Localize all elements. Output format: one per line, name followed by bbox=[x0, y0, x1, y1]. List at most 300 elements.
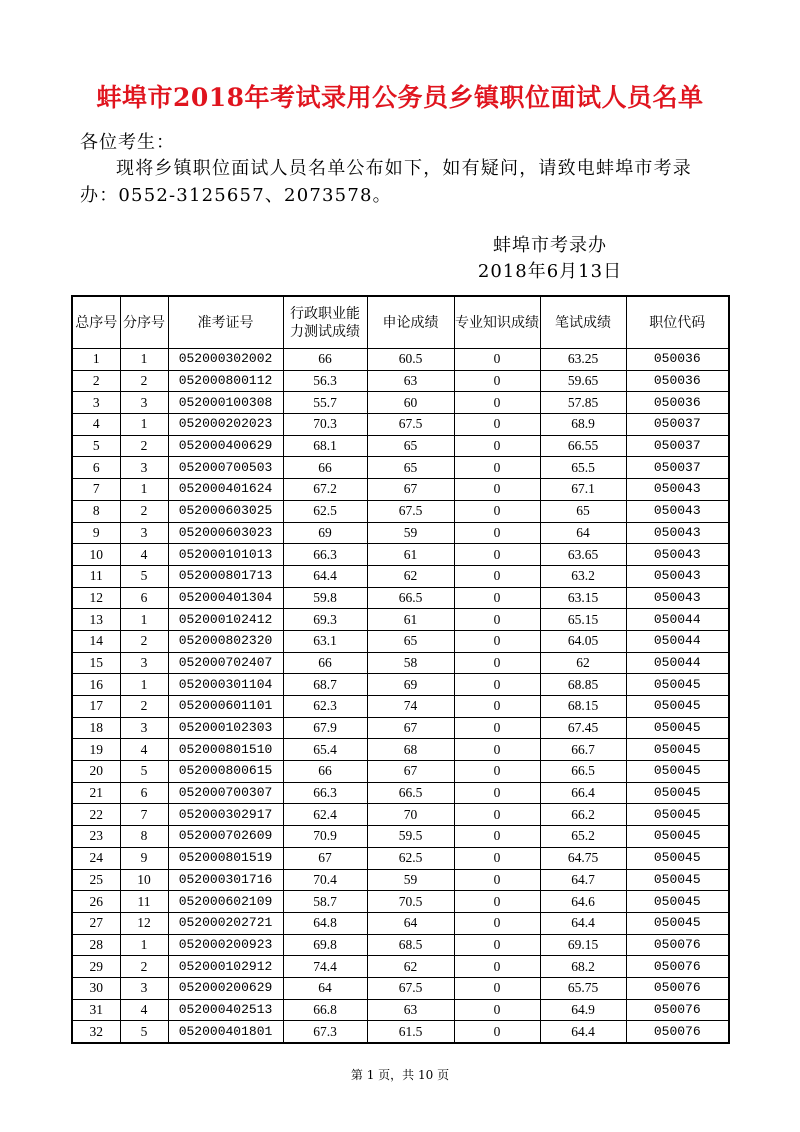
cell-admission-number: 052000200923 bbox=[168, 934, 283, 956]
cell-written-score: 67.45 bbox=[540, 717, 626, 739]
table-row bbox=[72, 869, 729, 891]
signature-date: 2018年6月13日 bbox=[477, 261, 623, 282]
header-written-score: 笔试成绩 bbox=[540, 296, 626, 349]
cell-admission-number: 052000601101 bbox=[168, 696, 283, 718]
cell-position-code: 050076 bbox=[626, 934, 729, 956]
cell-professional-score: 0 bbox=[454, 674, 540, 696]
table-row bbox=[72, 414, 729, 436]
table-row bbox=[72, 696, 729, 718]
cell-aptitude-score: 66.3 bbox=[283, 782, 367, 804]
header-total-index: 总序号 bbox=[72, 296, 120, 349]
cell-essay-score: 65 bbox=[367, 435, 454, 457]
table-row bbox=[72, 630, 729, 652]
cell-essay-score: 63 bbox=[367, 370, 454, 392]
cell-sub-index: 3 bbox=[120, 522, 168, 544]
cell-position-code: 050044 bbox=[626, 652, 729, 674]
cell-total-index: 1 bbox=[72, 349, 120, 371]
cell-sub-index: 6 bbox=[120, 782, 168, 804]
cell-written-score: 64.9 bbox=[540, 999, 626, 1021]
cell-position-code: 050045 bbox=[626, 739, 729, 761]
header-admission-number: 准考证号 bbox=[168, 296, 283, 349]
cell-sub-index: 3 bbox=[120, 717, 168, 739]
table-row bbox=[72, 544, 729, 566]
cell-aptitude-score: 55.7 bbox=[283, 392, 367, 414]
cell-position-code: 050036 bbox=[626, 370, 729, 392]
cell-admission-number: 052000102912 bbox=[168, 956, 283, 978]
table-row bbox=[72, 587, 729, 609]
cell-essay-score: 66.5 bbox=[367, 587, 454, 609]
cell-aptitude-score: 70.4 bbox=[283, 869, 367, 891]
cell-written-score: 66.55 bbox=[540, 435, 626, 457]
cell-total-index: 32 bbox=[72, 1021, 120, 1043]
table-row bbox=[72, 847, 729, 869]
cell-aptitude-score: 70.3 bbox=[283, 414, 367, 436]
cell-essay-score: 60 bbox=[367, 392, 454, 414]
cell-sub-index: 12 bbox=[120, 912, 168, 934]
cell-essay-score: 67.5 bbox=[367, 500, 454, 522]
cell-total-index: 11 bbox=[72, 565, 120, 587]
cell-essay-score: 66.5 bbox=[367, 782, 454, 804]
cell-written-score: 66.7 bbox=[540, 739, 626, 761]
cell-total-index: 30 bbox=[72, 977, 120, 999]
cell-professional-score: 0 bbox=[454, 370, 540, 392]
cell-professional-score: 0 bbox=[454, 739, 540, 761]
cell-sub-index: 8 bbox=[120, 826, 168, 848]
cell-professional-score: 0 bbox=[454, 565, 540, 587]
cell-essay-score: 60.5 bbox=[367, 349, 454, 371]
cell-aptitude-score: 62.3 bbox=[283, 696, 367, 718]
cell-position-code: 050045 bbox=[626, 674, 729, 696]
cell-sub-index: 2 bbox=[120, 696, 168, 718]
cell-aptitude-score: 66.3 bbox=[283, 544, 367, 566]
cell-sub-index: 10 bbox=[120, 869, 168, 891]
cell-sub-index: 1 bbox=[120, 934, 168, 956]
cell-essay-score: 62 bbox=[367, 565, 454, 587]
table-row bbox=[72, 457, 729, 479]
cell-essay-score: 61.5 bbox=[367, 1021, 454, 1043]
cell-total-index: 10 bbox=[72, 544, 120, 566]
cell-admission-number: 052000101013 bbox=[168, 544, 283, 566]
cell-admission-number: 052000602109 bbox=[168, 891, 283, 913]
header-professional-score: 专业知识成绩 bbox=[454, 296, 540, 349]
cell-essay-score: 65 bbox=[367, 630, 454, 652]
cell-total-index: 16 bbox=[72, 674, 120, 696]
cell-written-score: 68.15 bbox=[540, 696, 626, 718]
cell-written-score: 65.15 bbox=[540, 609, 626, 631]
table-row bbox=[72, 956, 729, 978]
cell-total-index: 15 bbox=[72, 652, 120, 674]
cell-essay-score: 70 bbox=[367, 804, 454, 826]
cell-total-index: 22 bbox=[72, 804, 120, 826]
cell-admission-number: 052000702407 bbox=[168, 652, 283, 674]
cell-aptitude-score: 63.1 bbox=[283, 630, 367, 652]
cell-sub-index: 6 bbox=[120, 587, 168, 609]
cell-essay-score: 62 bbox=[367, 956, 454, 978]
cell-written-score: 66.2 bbox=[540, 804, 626, 826]
cell-admission-number: 052000200629 bbox=[168, 977, 283, 999]
cell-aptitude-score: 65.4 bbox=[283, 739, 367, 761]
table-row bbox=[72, 912, 729, 934]
cell-total-index: 4 bbox=[72, 414, 120, 436]
table-header-row bbox=[72, 296, 729, 349]
table-row bbox=[72, 1021, 729, 1043]
cell-position-code: 050045 bbox=[626, 869, 729, 891]
cell-aptitude-score: 66 bbox=[283, 349, 367, 371]
cell-total-index: 31 bbox=[72, 999, 120, 1021]
cell-aptitude-score: 68.1 bbox=[283, 435, 367, 457]
cell-position-code: 050045 bbox=[626, 804, 729, 826]
cell-aptitude-score: 67 bbox=[283, 847, 367, 869]
cell-written-score: 63.15 bbox=[540, 587, 626, 609]
cell-total-index: 23 bbox=[72, 826, 120, 848]
table-row bbox=[72, 565, 729, 587]
cell-essay-score: 67 bbox=[367, 761, 454, 783]
cell-professional-score: 0 bbox=[454, 847, 540, 869]
cell-position-code: 050076 bbox=[626, 977, 729, 999]
cell-admission-number: 052000801713 bbox=[168, 565, 283, 587]
cell-aptitude-score: 67.3 bbox=[283, 1021, 367, 1043]
cell-total-index: 9 bbox=[72, 522, 120, 544]
table-row bbox=[72, 435, 729, 457]
cell-written-score: 69.15 bbox=[540, 934, 626, 956]
cell-professional-score: 0 bbox=[454, 869, 540, 891]
cell-written-score: 57.85 bbox=[540, 392, 626, 414]
cell-professional-score: 0 bbox=[454, 457, 540, 479]
cell-position-code: 050044 bbox=[626, 609, 729, 631]
cell-essay-score: 63 bbox=[367, 999, 454, 1021]
cell-professional-score: 0 bbox=[454, 1021, 540, 1043]
cell-admission-number: 052000800615 bbox=[168, 761, 283, 783]
cell-sub-index: 3 bbox=[120, 457, 168, 479]
cell-essay-score: 67 bbox=[367, 717, 454, 739]
cell-essay-score: 65 bbox=[367, 457, 454, 479]
cell-sub-index: 2 bbox=[120, 435, 168, 457]
cell-sub-index: 5 bbox=[120, 565, 168, 587]
cell-total-index: 24 bbox=[72, 847, 120, 869]
table-row bbox=[72, 739, 729, 761]
table-row bbox=[72, 977, 729, 999]
cell-essay-score: 67.5 bbox=[367, 977, 454, 999]
cell-essay-score: 59.5 bbox=[367, 826, 454, 848]
cell-written-score: 64 bbox=[540, 522, 626, 544]
header-essay-score: 申论成绩 bbox=[367, 296, 454, 349]
cell-professional-score: 0 bbox=[454, 414, 540, 436]
cell-total-index: 21 bbox=[72, 782, 120, 804]
cell-sub-index: 1 bbox=[120, 609, 168, 631]
cell-position-code: 050045 bbox=[626, 782, 729, 804]
cell-total-index: 27 bbox=[72, 912, 120, 934]
cell-total-index: 25 bbox=[72, 869, 120, 891]
cell-professional-score: 0 bbox=[454, 804, 540, 826]
announcement-paragraph: 现将乡镇职位面试人员名单公布如下，如有疑问，请致电蚌埠市考录办：0552-3125657、2073578。 bbox=[80, 158, 692, 206]
cell-admission-number: 052000801510 bbox=[168, 739, 283, 761]
cell-aptitude-score: 66 bbox=[283, 652, 367, 674]
cell-admission-number: 052000800112 bbox=[168, 370, 283, 392]
greeting: 各位考生： bbox=[80, 132, 175, 153]
cell-aptitude-score: 64.8 bbox=[283, 912, 367, 934]
cell-sub-index: 2 bbox=[120, 956, 168, 978]
cell-professional-score: 0 bbox=[454, 652, 540, 674]
cell-aptitude-score: 69 bbox=[283, 522, 367, 544]
cell-sub-index: 4 bbox=[120, 544, 168, 566]
cell-professional-score: 0 bbox=[454, 761, 540, 783]
cell-essay-score: 67.5 bbox=[367, 414, 454, 436]
cell-admission-number: 052000802320 bbox=[168, 630, 283, 652]
cell-aptitude-score: 68.7 bbox=[283, 674, 367, 696]
cell-professional-score: 0 bbox=[454, 544, 540, 566]
cell-essay-score: 68.5 bbox=[367, 934, 454, 956]
cell-position-code: 050045 bbox=[626, 912, 729, 934]
cell-total-index: 3 bbox=[72, 392, 120, 414]
cell-written-score: 63.2 bbox=[540, 565, 626, 587]
cell-admission-number: 052000401801 bbox=[168, 1021, 283, 1043]
cell-position-code: 050043 bbox=[626, 565, 729, 587]
table-row bbox=[72, 804, 729, 826]
cell-total-index: 19 bbox=[72, 739, 120, 761]
table-row bbox=[72, 717, 729, 739]
cell-essay-score: 70.5 bbox=[367, 891, 454, 913]
cell-written-score: 59.65 bbox=[540, 370, 626, 392]
cell-position-code: 050043 bbox=[626, 500, 729, 522]
table-row bbox=[72, 479, 729, 501]
cell-position-code: 050043 bbox=[626, 544, 729, 566]
cell-essay-score: 69 bbox=[367, 674, 454, 696]
cell-position-code: 050036 bbox=[626, 392, 729, 414]
cell-aptitude-score: 67.2 bbox=[283, 479, 367, 501]
cell-aptitude-score: 67.9 bbox=[283, 717, 367, 739]
cell-professional-score: 0 bbox=[454, 587, 540, 609]
document-title: 蚌埠市2018年考试录用公务员乡镇职位面试人员名单 bbox=[96, 83, 704, 112]
cell-position-code: 050045 bbox=[626, 696, 729, 718]
cell-total-index: 12 bbox=[72, 587, 120, 609]
cell-written-score: 68.2 bbox=[540, 956, 626, 978]
cell-written-score: 63.25 bbox=[540, 349, 626, 371]
cell-total-index: 6 bbox=[72, 457, 120, 479]
cell-aptitude-score: 62.5 bbox=[283, 500, 367, 522]
cell-written-score: 64.75 bbox=[540, 847, 626, 869]
cell-written-score: 62 bbox=[540, 652, 626, 674]
cell-total-index: 26 bbox=[72, 891, 120, 913]
cell-position-code: 050037 bbox=[626, 457, 729, 479]
cell-sub-index: 1 bbox=[120, 349, 168, 371]
cell-total-index: 20 bbox=[72, 761, 120, 783]
cell-aptitude-score: 66.8 bbox=[283, 999, 367, 1021]
cell-sub-index: 9 bbox=[120, 847, 168, 869]
cell-professional-score: 0 bbox=[454, 500, 540, 522]
cell-total-index: 17 bbox=[72, 696, 120, 718]
table-row bbox=[72, 761, 729, 783]
cell-essay-score: 67 bbox=[367, 479, 454, 501]
cell-sub-index: 2 bbox=[120, 630, 168, 652]
cell-professional-score: 0 bbox=[454, 934, 540, 956]
cell-written-score: 65.2 bbox=[540, 826, 626, 848]
cell-total-index: 18 bbox=[72, 717, 120, 739]
cell-admission-number: 052000401624 bbox=[168, 479, 283, 501]
cell-written-score: 68.85 bbox=[540, 674, 626, 696]
cell-essay-score: 58 bbox=[367, 652, 454, 674]
cell-professional-score: 0 bbox=[454, 392, 540, 414]
signature-org: 蚌埠市考录办 bbox=[493, 235, 607, 256]
cell-essay-score: 64 bbox=[367, 912, 454, 934]
cell-admission-number: 052000301716 bbox=[168, 869, 283, 891]
table-row bbox=[72, 609, 729, 631]
cell-aptitude-score: 69.3 bbox=[283, 609, 367, 631]
cell-sub-index: 1 bbox=[120, 479, 168, 501]
cell-sub-index: 1 bbox=[120, 414, 168, 436]
cell-essay-score: 59 bbox=[367, 869, 454, 891]
cell-total-index: 5 bbox=[72, 435, 120, 457]
cell-aptitude-score: 74.4 bbox=[283, 956, 367, 978]
cell-position-code: 050076 bbox=[626, 999, 729, 1021]
cell-position-code: 050045 bbox=[626, 826, 729, 848]
cell-written-score: 64.7 bbox=[540, 869, 626, 891]
cell-professional-score: 0 bbox=[454, 912, 540, 934]
cell-admission-number: 052000402513 bbox=[168, 999, 283, 1021]
cell-written-score: 64.05 bbox=[540, 630, 626, 652]
cell-admission-number: 052000102412 bbox=[168, 609, 283, 631]
cell-aptitude-score: 64.4 bbox=[283, 565, 367, 587]
cell-aptitude-score: 69.8 bbox=[283, 934, 367, 956]
cell-essay-score: 62.5 bbox=[367, 847, 454, 869]
cell-admission-number: 052000702609 bbox=[168, 826, 283, 848]
cell-position-code: 050037 bbox=[626, 414, 729, 436]
cell-total-index: 29 bbox=[72, 956, 120, 978]
cell-professional-score: 0 bbox=[454, 891, 540, 913]
cell-total-index: 13 bbox=[72, 609, 120, 631]
cell-position-code: 050043 bbox=[626, 479, 729, 501]
cell-aptitude-score: 66 bbox=[283, 761, 367, 783]
cell-professional-score: 0 bbox=[454, 435, 540, 457]
cell-written-score: 63.65 bbox=[540, 544, 626, 566]
cell-professional-score: 0 bbox=[454, 956, 540, 978]
cell-professional-score: 0 bbox=[454, 999, 540, 1021]
cell-written-score: 68.9 bbox=[540, 414, 626, 436]
cell-admission-number: 052000801519 bbox=[168, 847, 283, 869]
cell-admission-number: 052000301104 bbox=[168, 674, 283, 696]
cell-essay-score: 59 bbox=[367, 522, 454, 544]
header-sub-index: 分序号 bbox=[120, 296, 168, 349]
cell-professional-score: 0 bbox=[454, 479, 540, 501]
cell-sub-index: 4 bbox=[120, 999, 168, 1021]
header-position-code: 职位代码 bbox=[626, 296, 729, 349]
cell-sub-index: 5 bbox=[120, 761, 168, 783]
cell-aptitude-score: 66 bbox=[283, 457, 367, 479]
cell-professional-score: 0 bbox=[454, 826, 540, 848]
cell-admission-number: 052000700307 bbox=[168, 782, 283, 804]
table-row bbox=[72, 934, 729, 956]
cell-essay-score: 61 bbox=[367, 544, 454, 566]
cell-sub-index: 3 bbox=[120, 977, 168, 999]
table-row bbox=[72, 370, 729, 392]
cell-sub-index: 3 bbox=[120, 652, 168, 674]
cell-admission-number: 052000302002 bbox=[168, 349, 283, 371]
table-row bbox=[72, 891, 729, 913]
cell-admission-number: 052000100308 bbox=[168, 392, 283, 414]
cell-admission-number: 052000202721 bbox=[168, 912, 283, 934]
cell-sub-index: 3 bbox=[120, 392, 168, 414]
cell-written-score: 66.5 bbox=[540, 761, 626, 783]
cell-sub-index: 7 bbox=[120, 804, 168, 826]
cell-total-index: 7 bbox=[72, 479, 120, 501]
table-row bbox=[72, 826, 729, 848]
table-row bbox=[72, 500, 729, 522]
cell-position-code: 050037 bbox=[626, 435, 729, 457]
cell-admission-number: 052000603023 bbox=[168, 522, 283, 544]
cell-written-score: 66.4 bbox=[540, 782, 626, 804]
page-footer: 第 1 页，共 10 页 bbox=[350, 1068, 450, 1082]
cell-aptitude-score: 56.3 bbox=[283, 370, 367, 392]
cell-position-code: 050045 bbox=[626, 717, 729, 739]
cell-written-score: 65 bbox=[540, 500, 626, 522]
cell-aptitude-score: 58.7 bbox=[283, 891, 367, 913]
cell-professional-score: 0 bbox=[454, 696, 540, 718]
cell-position-code: 050043 bbox=[626, 522, 729, 544]
table-row bbox=[72, 674, 729, 696]
cell-position-code: 050044 bbox=[626, 630, 729, 652]
cell-professional-score: 0 bbox=[454, 630, 540, 652]
cell-aptitude-score: 62.4 bbox=[283, 804, 367, 826]
cell-position-code: 050045 bbox=[626, 891, 729, 913]
cell-professional-score: 0 bbox=[454, 609, 540, 631]
cell-sub-index: 2 bbox=[120, 370, 168, 392]
cell-written-score: 65.5 bbox=[540, 457, 626, 479]
cell-professional-score: 0 bbox=[454, 717, 540, 739]
cell-aptitude-score: 59.8 bbox=[283, 587, 367, 609]
cell-position-code: 050076 bbox=[626, 956, 729, 978]
cell-admission-number: 052000102303 bbox=[168, 717, 283, 739]
table-row bbox=[72, 392, 729, 414]
cell-sub-index: 11 bbox=[120, 891, 168, 913]
cell-admission-number: 052000202023 bbox=[168, 414, 283, 436]
cell-aptitude-score: 70.9 bbox=[283, 826, 367, 848]
cell-written-score: 65.75 bbox=[540, 977, 626, 999]
cell-position-code: 050036 bbox=[626, 349, 729, 371]
cell-admission-number: 052000400629 bbox=[168, 435, 283, 457]
cell-admission-number: 052000302917 bbox=[168, 804, 283, 826]
cell-essay-score: 61 bbox=[367, 609, 454, 631]
cell-admission-number: 052000700503 bbox=[168, 457, 283, 479]
cell-written-score: 67.1 bbox=[540, 479, 626, 501]
cell-essay-score: 74 bbox=[367, 696, 454, 718]
cell-professional-score: 0 bbox=[454, 522, 540, 544]
cell-sub-index: 2 bbox=[120, 500, 168, 522]
cell-admission-number: 052000401304 bbox=[168, 587, 283, 609]
cell-sub-index: 5 bbox=[120, 1021, 168, 1043]
header-aptitude-score: 行政职业能力测试成绩 bbox=[283, 296, 367, 349]
cell-essay-score: 68 bbox=[367, 739, 454, 761]
cell-professional-score: 0 bbox=[454, 977, 540, 999]
table-row bbox=[72, 349, 729, 371]
cell-total-index: 14 bbox=[72, 630, 120, 652]
cell-total-index: 2 bbox=[72, 370, 120, 392]
cell-professional-score: 0 bbox=[454, 349, 540, 371]
cell-sub-index: 1 bbox=[120, 674, 168, 696]
cell-admission-number: 052000603025 bbox=[168, 500, 283, 522]
cell-total-index: 8 bbox=[72, 500, 120, 522]
cell-professional-score: 0 bbox=[454, 782, 540, 804]
table-row bbox=[72, 782, 729, 804]
cell-written-score: 64.4 bbox=[540, 912, 626, 934]
table-row bbox=[72, 999, 729, 1021]
cell-total-index: 28 bbox=[72, 934, 120, 956]
cell-written-score: 64.6 bbox=[540, 891, 626, 913]
cell-written-score: 64.4 bbox=[540, 1021, 626, 1043]
table-row bbox=[72, 522, 729, 544]
cell-aptitude-score: 64 bbox=[283, 977, 367, 999]
candidate-table bbox=[71, 295, 730, 1044]
cell-position-code: 050043 bbox=[626, 587, 729, 609]
cell-position-code: 050076 bbox=[626, 1021, 729, 1043]
